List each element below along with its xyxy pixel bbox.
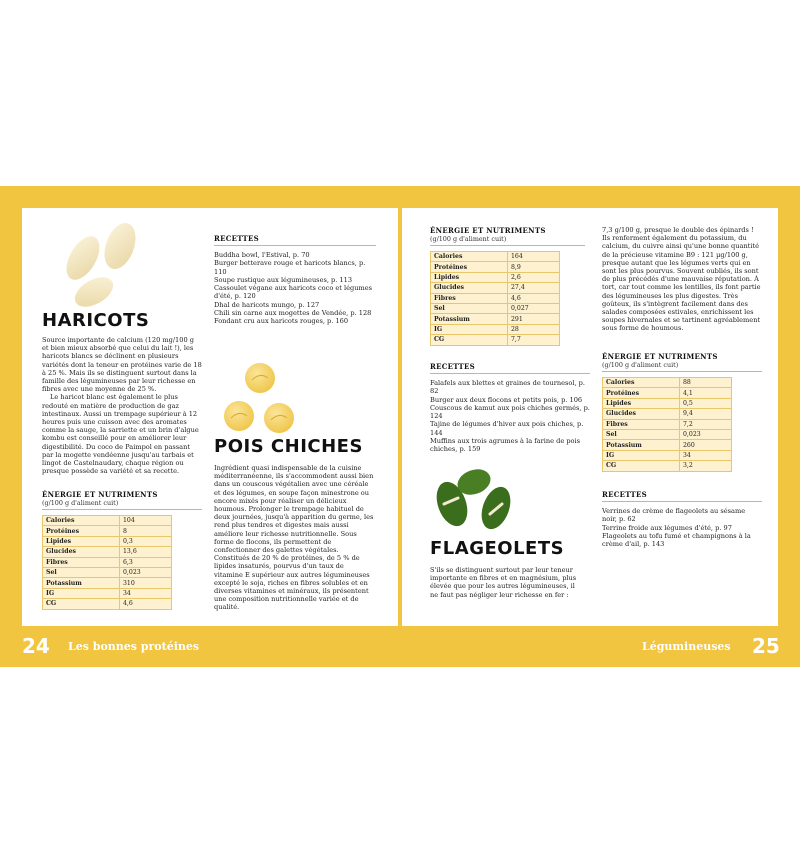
nutrient-value: 4,6 <box>120 599 172 609</box>
divider <box>602 371 762 372</box>
table-row <box>603 398 732 408</box>
list-item: Dhal de haricots mungo, p. 127 <box>214 300 320 309</box>
nutrient-label: Sel <box>43 567 120 577</box>
nutrient-value: 310 <box>120 578 172 588</box>
flageolets-recipe-list <box>602 507 762 548</box>
list-item: Buddha bowl, l'Estival, p. 70 <box>214 251 310 259</box>
list-item: Verrines de crème de flageolets au sésame noir, p. 62 <box>602 507 746 524</box>
table-row <box>431 314 560 324</box>
nutrient-label: Calories <box>603 378 680 388</box>
right-running-head: Légumineuses <box>642 640 731 653</box>
list-item: Flageolets au tofu fumé et champignons à la crème d'ail, p. 143 <box>602 531 751 549</box>
table-row <box>603 378 732 388</box>
divider <box>602 501 762 502</box>
haricots-nutrient-table <box>42 515 172 610</box>
list-item: Terrine froide aux légumes d'été, p. 97 <box>602 523 732 532</box>
divider <box>214 245 376 246</box>
haricots-recipes-section <box>214 234 376 326</box>
nutrient-label: Glucides <box>43 547 120 557</box>
haricots-description <box>42 336 202 475</box>
flageolets-illustration <box>430 464 516 536</box>
right-page-number: 25 <box>752 634 780 658</box>
haricots-energy-title: ÉNERGIE ET NUTRIMENTS <box>42 490 158 499</box>
flageolets-energy-subtitle: (g/100 g d'aliment cuit) <box>602 361 679 369</box>
divider <box>42 509 202 510</box>
list-item: Tajine de légumes d'hiver aux pois chiches, p. 144 <box>430 420 584 437</box>
nutrient-label: Potassium <box>603 440 680 450</box>
flageolets-recipes-section <box>602 490 762 548</box>
nutrient-label: Sel <box>603 429 680 439</box>
nutrient-value: 4,1 <box>680 388 732 398</box>
pois-chiches-paragraph: Ingrédient quasi indispensable de la cuisine méditerranéenne, ils s'accommodent aussi bien dans un couscous végétalien avec une céréale et des légumes, en soupe façon minestrone ou encore mixés pour réaliser un délicieux houmous. Prolonger le trempage habituel de deux journées, jusqu'à apparition du germe, les rend plus tendres et digestes mais aussi améliore leur richesse nutritionnelle. Sous forme de flocons, ils permettent de confectionner des galettes végétales. Constitués de 20 % de protéines, de 5 % de lipides insaturés, pourvus d'un taux de vitamine E supérieur aux autres légumineuses excepté le soja, riches en fibres solubles et en diverses vitamines et minéraux, ils présentent une composition nutritionnelle variée et de qualité. <box>214 464 374 612</box>
nutrient-label: Protéines <box>603 388 680 398</box>
pois-chiches-energy-section <box>430 226 585 346</box>
nutrient-value: 13,6 <box>120 547 172 557</box>
pois-chiches-title: POIS CHICHES <box>214 436 363 457</box>
table-row <box>43 588 172 598</box>
haricots-energy-subtitle: (g/100 g d'aliment cuit) <box>42 499 119 507</box>
table-row <box>603 440 732 450</box>
table-row <box>431 252 560 262</box>
nutrient-value: 9,4 <box>680 409 732 419</box>
table-row <box>603 429 732 439</box>
nutrient-label: CG <box>43 599 120 609</box>
table-row <box>603 409 732 419</box>
nutrient-value: 6,3 <box>120 557 172 567</box>
white-bean-2 <box>99 219 142 274</box>
list-item: Muffins aux trois agrumes à la farine de pois chiches, p. 159 <box>430 437 580 454</box>
nutrient-value: 27,4 <box>508 283 560 293</box>
haricots-energy-section <box>42 490 202 610</box>
table-row <box>603 461 732 471</box>
list-item: Chili sin carne aux mogettes de Vendée, p. 128 <box>214 309 372 318</box>
flageolets-energy-title: ÉNERGIE ET NUTRIMENTS <box>602 352 718 361</box>
nutrient-label: IG <box>43 588 120 598</box>
nutrient-value: 164 <box>508 252 560 262</box>
pois-chiches-recipes-section <box>430 362 590 454</box>
left-page-number: 24 <box>22 634 50 658</box>
nutrient-value: 3,2 <box>680 461 732 471</box>
table-row <box>43 536 172 546</box>
nutrient-value: 0,023 <box>120 567 172 577</box>
table-row <box>43 557 172 567</box>
nutrient-value: 7,2 <box>680 419 732 429</box>
flageolets-description-continued <box>602 226 762 333</box>
table-row <box>43 599 172 609</box>
table-row <box>431 293 560 303</box>
nutrient-value: 8,9 <box>508 262 560 272</box>
pois-chiches-energy-title: ÉNERGIE ET NUTRIMENTS <box>430 226 546 235</box>
flageolets-nutrient-table <box>602 377 732 472</box>
table-row <box>43 526 172 536</box>
nutrient-value: 2,6 <box>508 272 560 282</box>
flageolets-recipes-title: RECETTES <box>602 490 648 499</box>
table-row <box>431 272 560 282</box>
nutrient-label: Lipides <box>603 398 680 408</box>
table-row <box>43 547 172 557</box>
pois-chiches-recipes-title: RECETTES <box>430 362 476 371</box>
nutrient-label: CG <box>431 335 508 345</box>
left-running-head: Les bonnes protéines <box>68 640 200 653</box>
haricots-title: HARICOTS <box>42 310 150 331</box>
nutrient-label: Protéines <box>431 262 508 272</box>
nutrient-label: IG <box>431 324 508 334</box>
nutrient-value: 4,6 <box>508 293 560 303</box>
chickpea-1 <box>245 363 275 393</box>
nutrient-label: Lipides <box>43 536 120 546</box>
nutrient-value: 34 <box>120 588 172 598</box>
nutrient-label: Potassium <box>431 314 508 324</box>
nutrient-label: Calories <box>431 252 508 262</box>
nutrient-value: 28 <box>508 324 560 334</box>
right-page <box>402 208 778 626</box>
list-item: Cassoulet végane aux haricots coco et légumes d'été, p. 120 <box>214 284 373 301</box>
table-row <box>431 303 560 313</box>
chickpeas-illustration <box>222 358 298 436</box>
list-item: Soupe rustique aux légumineuses, p. 113 <box>214 275 353 284</box>
table-row <box>43 516 172 526</box>
nutrient-value: 104 <box>120 516 172 526</box>
nutrient-label: Potassium <box>43 578 120 588</box>
flageolets-description-start <box>430 566 582 599</box>
haricots-paragraph-1: Source importante de calcium (120 mg/100 g et bien mieux absorbé que celui du lait !), les haricots blancs se déclinent en plusieurs variétés dont la teneur en protéines varie de 18 à 25 %. Mais ils se distinguent surtout dans la famille des légumineuses par leur richesse en fibres avec une moyenne de 25 %. <box>42 336 202 394</box>
list-item: Burger aux deux flocons et petits pois, p. 106 <box>430 395 583 404</box>
pois-chiches-description <box>214 464 374 612</box>
nutrient-label: Calories <box>43 516 120 526</box>
haricots-paragraph-2: Le haricot blanc est également le plus redouté en matière de production de gaz intestinaux. Aussi un trempage supérieur à 12 heures puis une cuisson avec des aromates comme la sauge, la sarriette et un brin d'algue kombu est conseillé pour en améliorer leur digestibilité. Du coco de Paimpol en passant par la mogette vendéenne jusqu'au tarbais et lingot de Castelnaudary, chaque région ou presque possède sa variété et sa recette. <box>42 393 199 476</box>
nutrient-label: Lipides <box>431 272 508 282</box>
pois-chiches-nutrient-table <box>430 251 560 346</box>
flageolets-energy-section <box>602 352 762 472</box>
left-page <box>22 208 398 626</box>
pois-chiches-energy-subtitle: (g/100 g d'aliment cuit) <box>430 235 507 243</box>
flageolets-title: FLAGEOLETS <box>430 538 565 559</box>
haricots-recipes-title: RECETTES <box>214 234 260 243</box>
divider <box>430 373 590 374</box>
flageolets-paragraph-continued: 7,3 g/100 g, presque le double des épinards ! Ils renferment également du potassium, du calcium, du cuivre ainsi qu'une bonne quantité de la précieuse vitamine B9 : 121 µg/100 g, presque autant que les légumes verts qui en sont les plus pourvus. Souvent oubliés, ils sont de plus précédés d'une mauvaise réputation. À tort, car tout comme les lentilles, ils font partie des légumineuses les plus digestes. Très goûteux, ils s'intègrent facilement dans des salades composées estivales, enrichissent les soupes hivernales et se tartinent agréablement sous forme de houmous. <box>602 226 761 333</box>
nutrient-label: IG <box>603 450 680 460</box>
nutrient-value: 0,023 <box>680 429 732 439</box>
table-row <box>43 578 172 588</box>
list-item: Fondant cru aux haricots rouges, p. 160 <box>214 317 349 326</box>
nutrient-value: 0,3 <box>120 536 172 546</box>
nutrient-label: Protéines <box>43 526 120 536</box>
chickpea-3 <box>264 403 294 433</box>
nutrient-value: 291 <box>508 314 560 324</box>
nutrient-label: Glucides <box>431 283 508 293</box>
nutrient-value: 88 <box>680 378 732 388</box>
chickpea-2 <box>224 401 254 431</box>
nutrient-value: 260 <box>680 440 732 450</box>
nutrient-label: Glucides <box>603 409 680 419</box>
nutrient-label: Fibres <box>43 557 120 567</box>
table-row <box>431 283 560 293</box>
list-item: Couscous de kamut aux pois chiches germés, p. 124 <box>430 403 590 421</box>
white-bean-1 <box>60 231 107 286</box>
table-row <box>603 450 732 460</box>
nutrient-value: 0,5 <box>680 398 732 408</box>
table-row <box>603 388 732 398</box>
nutrient-value: 8 <box>120 526 172 536</box>
list-item: Burger betterave rouge et haricots blancs, p. 110 <box>214 259 366 276</box>
nutrient-label: Sel <box>431 303 508 313</box>
flageolets-paragraph-start: S'ils se distinguent surtout par leur teneur importante en fibres et en magnésium, plus élevée que pour les autres légumineuses, il ne faut pas négliger leur richesse en fer : <box>430 566 577 599</box>
table-row <box>603 419 732 429</box>
table-row <box>431 335 560 345</box>
nutrient-label: Fibres <box>431 293 508 303</box>
divider <box>430 245 585 246</box>
nutrient-label: Fibres <box>603 419 680 429</box>
table-row <box>431 262 560 272</box>
nutrient-value: 34 <box>680 450 732 460</box>
list-item: Falafels aux blettes et graines de tournesol, p. 82 <box>430 379 585 396</box>
table-row <box>43 567 172 577</box>
nutrient-label: CG <box>603 461 680 471</box>
table-row <box>431 324 560 334</box>
pois-chiches-recipe-list <box>430 379 590 454</box>
nutrient-value: 7,7 <box>508 335 560 345</box>
white-beans-illustration <box>48 216 148 308</box>
nutrient-value: 0,027 <box>508 303 560 313</box>
haricots-recipe-list <box>214 251 376 326</box>
